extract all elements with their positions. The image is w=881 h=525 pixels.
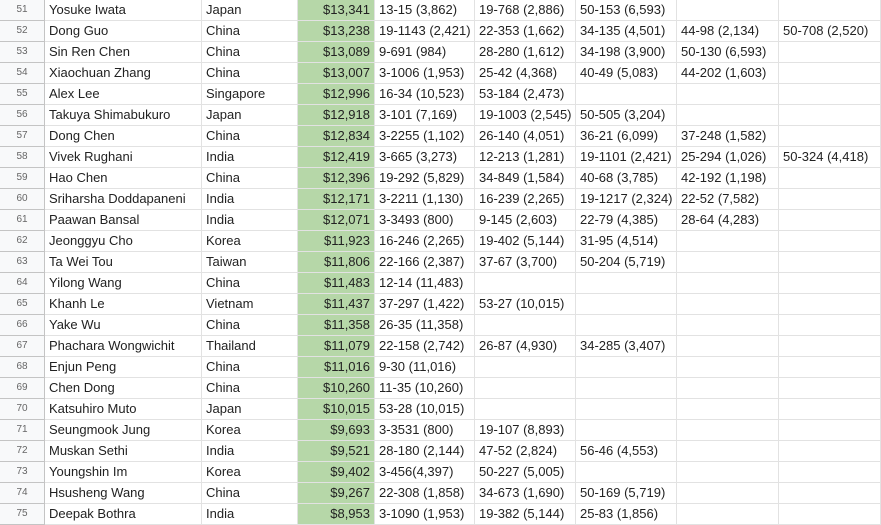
name-cell[interactable]: Xiaochuan Zhang (45, 63, 202, 84)
row-number-header[interactable]: 73 (0, 462, 45, 483)
detail-cell-4[interactable]: 25-294 (1,026) (677, 147, 779, 168)
detail-cell-5[interactable]: 50-324 (4,418) (779, 147, 881, 168)
detail-cell-2[interactable]: 16-239 (2,265) (475, 189, 576, 210)
detail-cell-5[interactable] (779, 336, 881, 357)
row-number-header[interactable]: 75 (0, 504, 45, 525)
name-cell[interactable]: Phachara Wongwichit (45, 336, 202, 357)
amount-cell[interactable]: $13,089 (298, 42, 375, 63)
amount-cell[interactable]: $12,834 (298, 126, 375, 147)
country-cell[interactable]: Taiwan (202, 252, 298, 273)
detail-cell-5[interactable] (779, 420, 881, 441)
detail-cell-2[interactable]: 34-673 (1,690) (475, 483, 576, 504)
detail-cell-3[interactable]: 50-505 (3,204) (576, 105, 677, 126)
name-cell[interactable]: Takuya Shimabukuro (45, 105, 202, 126)
amount-cell[interactable]: $12,396 (298, 168, 375, 189)
name-cell[interactable]: Khanh Le (45, 294, 202, 315)
detail-cell-4[interactable] (677, 294, 779, 315)
table-row (0, 483, 881, 504)
detail-cell-5[interactable] (779, 210, 881, 231)
country-cell[interactable]: China (202, 483, 298, 504)
detail-cell-2[interactable]: 37-67 (3,700) (475, 252, 576, 273)
row-number-header[interactable]: 65 (0, 294, 45, 315)
name-cell[interactable]: Ta Wei Tou (45, 252, 202, 273)
detail-cell-1[interactable]: 19-292 (5,829) (375, 168, 475, 189)
detail-cell-3[interactable] (576, 294, 677, 315)
detail-cell-1[interactable]: 16-34 (10,523) (375, 84, 475, 105)
name-cell[interactable]: Muskan Sethi (45, 441, 202, 462)
detail-cell-5[interactable] (779, 126, 881, 147)
detail-cell-1[interactable]: 3-3531 (800) (375, 420, 475, 441)
table-row (0, 252, 881, 273)
amount-cell[interactable]: $9,521 (298, 441, 375, 462)
row-number-header[interactable]: 55 (0, 84, 45, 105)
amount-cell[interactable]: $11,806 (298, 252, 375, 273)
table-row (0, 63, 881, 84)
detail-cell-2[interactable]: 34-849 (1,584) (475, 168, 576, 189)
amount-cell[interactable]: $11,923 (298, 231, 375, 252)
name-cell[interactable]: Paawan Bansal (45, 210, 202, 231)
detail-cell-5[interactable]: 50-708 (2,520) (779, 21, 881, 42)
detail-cell-1[interactable]: 22-308 (1,858) (375, 483, 475, 504)
detail-cell-2[interactable]: 26-140 (4,051) (475, 126, 576, 147)
detail-cell-4[interactable] (677, 84, 779, 105)
detail-cell-3[interactable]: 34-285 (3,407) (576, 336, 677, 357)
detail-cell-1[interactable]: 3-456(4,397) (375, 462, 475, 483)
detail-cell-4[interactable] (677, 315, 779, 336)
amount-cell[interactable]: $13,341 (298, 0, 375, 21)
detail-cell-5[interactable] (779, 294, 881, 315)
detail-cell-1[interactable]: 19-1143 (2,421) (375, 21, 475, 42)
row-number-header[interactable]: 62 (0, 231, 45, 252)
name-cell[interactable]: Deepak Bothra (45, 504, 202, 525)
name-cell[interactable]: Seungmook Jung (45, 420, 202, 441)
country-cell[interactable]: India (202, 210, 298, 231)
detail-cell-1[interactable]: 16-246 (2,265) (375, 231, 475, 252)
detail-cell-2[interactable]: 47-52 (2,824) (475, 441, 576, 462)
amount-cell[interactable]: $9,267 (298, 483, 375, 504)
amount-cell[interactable]: $11,437 (298, 294, 375, 315)
name-cell[interactable]: Youngshin Im (45, 462, 202, 483)
amount-cell[interactable]: $11,483 (298, 273, 375, 294)
country-cell[interactable]: Japan (202, 399, 298, 420)
detail-cell-2[interactable]: 12-213 (1,281) (475, 147, 576, 168)
table-row (0, 357, 881, 378)
country-cell[interactable]: China (202, 378, 298, 399)
amount-cell[interactable]: $11,016 (298, 357, 375, 378)
detail-cell-1[interactable]: 22-158 (2,742) (375, 336, 475, 357)
country-cell[interactable]: India (202, 441, 298, 462)
detail-cell-3[interactable]: 34-135 (4,501) (576, 21, 677, 42)
detail-cell-5[interactable] (779, 231, 881, 252)
detail-cell-2[interactable]: 19-1003 (2,545) (475, 105, 576, 126)
detail-cell-4[interactable]: 50-130 (6,593) (677, 42, 779, 63)
detail-cell-3[interactable]: 50-169 (5,719) (576, 483, 677, 504)
detail-cell-5[interactable] (779, 357, 881, 378)
detail-cell-2[interactable]: 26-87 (4,930) (475, 336, 576, 357)
name-cell[interactable]: Enjun Peng (45, 357, 202, 378)
detail-cell-2[interactable]: 9-145 (2,603) (475, 210, 576, 231)
detail-cell-2[interactable]: 50-227 (5,005) (475, 462, 576, 483)
detail-cell-3[interactable]: 31-95 (4,514) (576, 231, 677, 252)
table-row (0, 168, 881, 189)
name-cell[interactable]: Vivek Rughani (45, 147, 202, 168)
name-cell[interactable]: Yosuke Iwata (45, 0, 202, 21)
detail-cell-1[interactable]: 11-35 (10,260) (375, 378, 475, 399)
detail-cell-4[interactable]: 28-64 (4,283) (677, 210, 779, 231)
row-number-header[interactable]: 54 (0, 63, 45, 84)
detail-cell-5[interactable] (779, 399, 881, 420)
table-row (0, 147, 881, 168)
detail-cell-4[interactable] (677, 483, 779, 504)
table-row (0, 231, 881, 252)
country-cell[interactable]: China (202, 126, 298, 147)
row-number-header[interactable]: 58 (0, 147, 45, 168)
row-number-header[interactable]: 51 (0, 0, 45, 21)
table-row (0, 273, 881, 294)
detail-cell-2[interactable] (475, 399, 576, 420)
country-cell[interactable]: China (202, 42, 298, 63)
country-cell[interactable]: India (202, 189, 298, 210)
table-row (0, 42, 881, 63)
row-number-header[interactable]: 59 (0, 168, 45, 189)
table-row (0, 84, 881, 105)
detail-cell-4[interactable] (677, 0, 779, 21)
detail-cell-2[interactable]: 53-27 (10,015) (475, 294, 576, 315)
detail-cell-1[interactable]: 13-15 (3,862) (375, 0, 475, 21)
detail-cell-2[interactable] (475, 273, 576, 294)
row-number-header[interactable]: 67 (0, 336, 45, 357)
detail-cell-5[interactable] (779, 483, 881, 504)
detail-cell-1[interactable]: 3-3493 (800) (375, 210, 475, 231)
detail-cell-4[interactable] (677, 231, 779, 252)
country-cell[interactable]: Thailand (202, 336, 298, 357)
detail-cell-4[interactable] (677, 273, 779, 294)
detail-cell-3[interactable]: 56-46 (4,553) (576, 441, 677, 462)
detail-cell-5[interactable] (779, 42, 881, 63)
detail-cell-5[interactable] (779, 84, 881, 105)
amount-cell[interactable]: $12,071 (298, 210, 375, 231)
table-row (0, 315, 881, 336)
table-row (0, 105, 881, 126)
detail-cell-5[interactable] (779, 0, 881, 21)
detail-cell-3[interactable] (576, 84, 677, 105)
table-row (0, 441, 881, 462)
detail-cell-4[interactable]: 22-52 (7,582) (677, 189, 779, 210)
table-row (0, 462, 881, 483)
detail-cell-5[interactable] (779, 63, 881, 84)
detail-cell-2[interactable]: 53-184 (2,473) (475, 84, 576, 105)
name-cell[interactable]: Sin Ren Chen (45, 42, 202, 63)
detail-cell-1[interactable]: 12-14 (11,483) (375, 273, 475, 294)
detail-cell-1[interactable]: 37-297 (1,422) (375, 294, 475, 315)
detail-cell-1[interactable]: 3-1006 (1,953) (375, 63, 475, 84)
detail-cell-4[interactable] (677, 462, 779, 483)
row-number-header[interactable]: 52 (0, 21, 45, 42)
detail-cell-3[interactable] (576, 420, 677, 441)
name-cell[interactable]: Yilong Wang (45, 273, 202, 294)
detail-cell-4[interactable]: 44-98 (2,134) (677, 21, 779, 42)
amount-cell[interactable]: $11,358 (298, 315, 375, 336)
row-number-header[interactable]: 61 (0, 210, 45, 231)
name-cell[interactable]: Yake Wu (45, 315, 202, 336)
row-number-header[interactable]: 66 (0, 315, 45, 336)
detail-cell-2[interactable]: 22-353 (1,662) (475, 21, 576, 42)
detail-cell-2[interactable]: 19-382 (5,144) (475, 504, 576, 525)
country-cell[interactable]: Vietnam (202, 294, 298, 315)
table-row (0, 504, 881, 525)
detail-cell-2[interactable]: 25-42 (4,368) (475, 63, 576, 84)
name-cell[interactable]: Alex Lee (45, 84, 202, 105)
row-number-header[interactable]: 69 (0, 378, 45, 399)
table-row (0, 378, 881, 399)
detail-cell-1[interactable]: 9-30 (11,016) (375, 357, 475, 378)
detail-cell-1[interactable]: 3-665 (3,273) (375, 147, 475, 168)
amount-cell[interactable]: $10,260 (298, 378, 375, 399)
detail-cell-4[interactable]: 37-248 (1,582) (677, 126, 779, 147)
detail-cell-1[interactable]: 3-1090 (1,953) (375, 504, 475, 525)
detail-cell-3[interactable]: 36-21 (6,099) (576, 126, 677, 147)
country-cell[interactable]: Japan (202, 105, 298, 126)
table-row (0, 336, 881, 357)
name-cell[interactable]: Hao Chen (45, 168, 202, 189)
amount-cell[interactable]: $12,918 (298, 105, 375, 126)
country-cell[interactable]: India (202, 504, 298, 525)
detail-cell-2[interactable] (475, 357, 576, 378)
table-row (0, 0, 881, 21)
country-cell[interactable]: China (202, 21, 298, 42)
detail-cell-3[interactable]: 50-204 (5,719) (576, 252, 677, 273)
detail-cell-1[interactable]: 26-35 (11,358) (375, 315, 475, 336)
detail-cell-4[interactable]: 42-192 (1,198) (677, 168, 779, 189)
detail-cell-1[interactable]: 3-101 (7,169) (375, 105, 475, 126)
name-cell[interactable]: Dong Chen (45, 126, 202, 147)
country-cell[interactable]: China (202, 315, 298, 336)
detail-cell-3[interactable]: 34-198 (3,900) (576, 42, 677, 63)
amount-cell[interactable]: $13,238 (298, 21, 375, 42)
detail-cell-3[interactable]: 50-153 (6,593) (576, 0, 677, 21)
detail-cell-4[interactable] (677, 105, 779, 126)
detail-cell-1[interactable]: 28-180 (2,144) (375, 441, 475, 462)
amount-cell[interactable]: $8,953 (298, 504, 375, 525)
detail-cell-3[interactable] (576, 273, 677, 294)
detail-cell-3[interactable]: 19-1217 (2,324) (576, 189, 677, 210)
detail-cell-2[interactable]: 19-768 (2,886) (475, 0, 576, 21)
table-row (0, 210, 881, 231)
country-cell[interactable]: Korea (202, 231, 298, 252)
detail-cell-5[interactable] (779, 378, 881, 399)
country-cell[interactable]: China (202, 168, 298, 189)
name-cell[interactable]: Jeonggyu Cho (45, 231, 202, 252)
detail-cell-3[interactable] (576, 357, 677, 378)
detail-cell-2[interactable]: 19-402 (5,144) (475, 231, 576, 252)
name-cell[interactable]: Chen Dong (45, 378, 202, 399)
table-row (0, 21, 881, 42)
amount-cell[interactable]: $9,693 (298, 420, 375, 441)
country-cell[interactable]: Korea (202, 420, 298, 441)
detail-cell-4[interactable] (677, 420, 779, 441)
detail-cell-3[interactable]: 22-79 (4,385) (576, 210, 677, 231)
detail-cell-3[interactable]: 25-83 (1,856) (576, 504, 677, 525)
country-cell[interactable]: Korea (202, 462, 298, 483)
row-number-header[interactable]: 56 (0, 105, 45, 126)
country-cell[interactable]: China (202, 63, 298, 84)
country-cell[interactable]: Japan (202, 0, 298, 21)
table-row (0, 399, 881, 420)
detail-cell-1[interactable]: 53-28 (10,015) (375, 399, 475, 420)
amount-cell[interactable]: $12,171 (298, 189, 375, 210)
row-number-header[interactable]: 74 (0, 483, 45, 504)
detail-cell-4[interactable] (677, 441, 779, 462)
row-number-header[interactable]: 60 (0, 189, 45, 210)
detail-cell-3[interactable] (576, 378, 677, 399)
detail-cell-2[interactable] (475, 378, 576, 399)
detail-cell-5[interactable] (779, 168, 881, 189)
row-number-header[interactable]: 53 (0, 42, 45, 63)
name-cell[interactable]: Hsusheng Wang (45, 483, 202, 504)
table-row (0, 189, 881, 210)
country-cell[interactable]: India (202, 147, 298, 168)
detail-cell-1[interactable]: 22-166 (2,387) (375, 252, 475, 273)
amount-cell[interactable]: $11,079 (298, 336, 375, 357)
country-cell[interactable]: China (202, 273, 298, 294)
detail-cell-1[interactable]: 3-2255 (1,102) (375, 126, 475, 147)
name-cell[interactable]: Katsuhiro Muto (45, 399, 202, 420)
detail-cell-2[interactable] (475, 315, 576, 336)
detail-cell-2[interactable]: 19-107 (8,893) (475, 420, 576, 441)
row-number-header[interactable]: 57 (0, 126, 45, 147)
table-row (0, 420, 881, 441)
amount-cell[interactable]: $12,996 (298, 84, 375, 105)
amount-cell[interactable]: $12,419 (298, 147, 375, 168)
amount-cell[interactable]: $9,402 (298, 462, 375, 483)
amount-cell[interactable]: $10,015 (298, 399, 375, 420)
row-number-header[interactable]: 72 (0, 441, 45, 462)
detail-cell-5[interactable] (779, 189, 881, 210)
table-row (0, 126, 881, 147)
country-cell[interactable]: China (202, 357, 298, 378)
row-number-header[interactable]: 64 (0, 273, 45, 294)
detail-cell-5[interactable] (779, 441, 881, 462)
detail-cell-3[interactable]: 40-68 (3,785) (576, 168, 677, 189)
detail-cell-5[interactable] (779, 315, 881, 336)
detail-cell-4[interactable] (677, 378, 779, 399)
detail-cell-5[interactable] (779, 504, 881, 525)
detail-cell-4[interactable] (677, 399, 779, 420)
detail-cell-3[interactable] (576, 462, 677, 483)
detail-cell-4[interactable] (677, 336, 779, 357)
detail-cell-5[interactable] (779, 273, 881, 294)
detail-cell-4[interactable]: 44-202 (1,603) (677, 63, 779, 84)
detail-cell-4[interactable] (677, 252, 779, 273)
amount-cell[interactable]: $13,007 (298, 63, 375, 84)
detail-cell-5[interactable] (779, 252, 881, 273)
row-number-header[interactable]: 63 (0, 252, 45, 273)
row-number-header[interactable]: 71 (0, 420, 45, 441)
detail-cell-3[interactable] (576, 315, 677, 336)
detail-cell-3[interactable]: 19-1101 (2,421) (576, 147, 677, 168)
detail-cell-1[interactable]: 3-2211 (1,130) (375, 189, 475, 210)
table-row (0, 294, 881, 315)
detail-cell-2[interactable]: 28-280 (1,612) (475, 42, 576, 63)
detail-cell-5[interactable] (779, 105, 881, 126)
detail-cell-1[interactable]: 9-691 (984) (375, 42, 475, 63)
detail-cell-4[interactable] (677, 357, 779, 378)
country-cell[interactable]: Singapore (202, 84, 298, 105)
name-cell[interactable]: Sriharsha Doddapaneni (45, 189, 202, 210)
row-number-header[interactable]: 68 (0, 357, 45, 378)
detail-cell-5[interactable] (779, 462, 881, 483)
detail-cell-3[interactable] (576, 399, 677, 420)
row-number-header[interactable]: 70 (0, 399, 45, 420)
name-cell[interactable]: Dong Guo (45, 21, 202, 42)
detail-cell-3[interactable]: 40-49 (5,083) (576, 63, 677, 84)
detail-cell-4[interactable] (677, 504, 779, 525)
